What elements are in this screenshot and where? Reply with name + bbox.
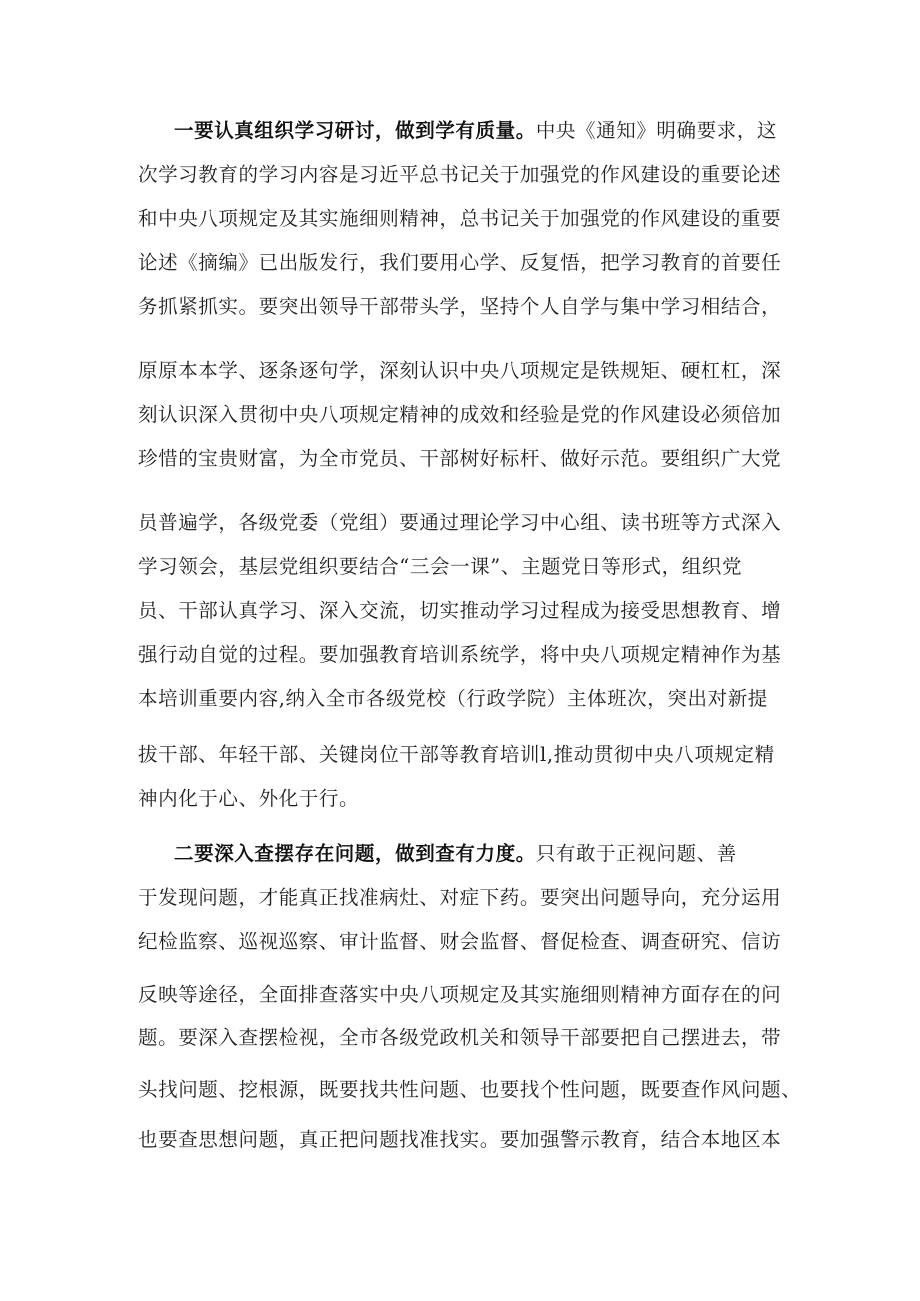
paragraph-1-line-11: 员、干部认真学习、深入交流，切实推动学习过程成为接受思想教育、增 xyxy=(138,599,782,622)
paragraph-1-line-3: 和中央八项规定及其实施细则精神，总书记关于加强党的作风建设的重要 xyxy=(138,207,782,230)
paragraph-1-line-13: 本培训重要内容,纳入全市各级党校（行政学院）主体班次，突出对新提 xyxy=(138,687,768,710)
paragraph-1-heading: 一要认真组织学习研讨，做到学有质量。 xyxy=(174,119,536,142)
paragraph-1-line-2: 次学习教育的学习内容是习近平总书记关于加强党的作风建设的重要论述 xyxy=(138,163,782,186)
paragraph-1-line-8: 珍惜的宝贵财富，为全市党员、干部树好标杆、做好示范。要组织广大党 xyxy=(138,447,782,470)
paragraph-1-line-15: 神内化于心、外化于行。 xyxy=(138,787,360,810)
paragraph-1-line-12: 强行动自觉的过程。要加强教育培训系统学，将中央八项规定精神作为基 xyxy=(138,643,782,666)
paragraph-1-line-9: 员普遍学，各级党委（党组）要通过理论学习中心组、读书班等方式深入 xyxy=(138,511,782,534)
paragraph-1-line-7: 刻认识深入贯彻中央八项规定精神的成效和经验是党的作风建设必须倍加 xyxy=(138,403,782,426)
paragraph-1-line-4: 论述《摘编》已出版发行，我们要用心学、反复悟，把学习教育的首要任 xyxy=(138,251,782,274)
paragraph-2-line-4: 反映等途径，全面排查落实中央八项规定及其实施细则精神方面存在的问 xyxy=(138,983,782,1006)
paragraph-1-line-1-text: 中央《通知》明确要求，这 xyxy=(535,119,778,142)
paragraph-1-line-1 xyxy=(174,117,777,145)
paragraph-1-line-5: 务抓紧抓实。要突出领导干部带头学，坚持个人自学与集中学习相结合， xyxy=(138,295,782,318)
paragraph-2-line-5: 题。要深入查摆检视，全市各级党政机关和领导干部要把自己摆进去，带 xyxy=(138,1026,782,1049)
paragraph-2-line-1-text: 只有敢于正视问题、善 xyxy=(535,842,737,865)
paragraph-1-line-10: 学习领会，基层党组织要结合“三会一课”、主题党日等形式，组织党 xyxy=(138,555,743,578)
paragraph-2-line-1 xyxy=(174,840,737,868)
paragraph-2-line-2: 于发现问题，才能真正找准病灶、对症下药。要突出问题导向，充分运用 xyxy=(138,886,782,909)
paragraph-2-line-6: 头找问题、挖根源，既要找共性问题、也要找个性问题，既要查作风问题、 xyxy=(138,1078,802,1101)
paragraph-2-heading: 二要深入查摆存在问题，做到查有力度。 xyxy=(174,842,536,865)
paragraph-1-line-6: 原原本本学、逐条逐句学，深刻认识中央八项规定是铁规矩、硬杠杠，深 xyxy=(138,359,782,382)
paragraph-2-line-3: 纪检监察、巡视巡察、审计监督、财会监督、督促检查、调查研究、信访 xyxy=(138,930,782,953)
paragraph-2-line-7: 也要查思想问题，真正把问题找准找实。要加强警示教育，结合本地区本 xyxy=(138,1128,782,1151)
paragraph-1-line-14: 拔干部、年轻干部、关键岗位干部等教育培训l,推动贯彻中央八项规定精 xyxy=(138,743,775,766)
